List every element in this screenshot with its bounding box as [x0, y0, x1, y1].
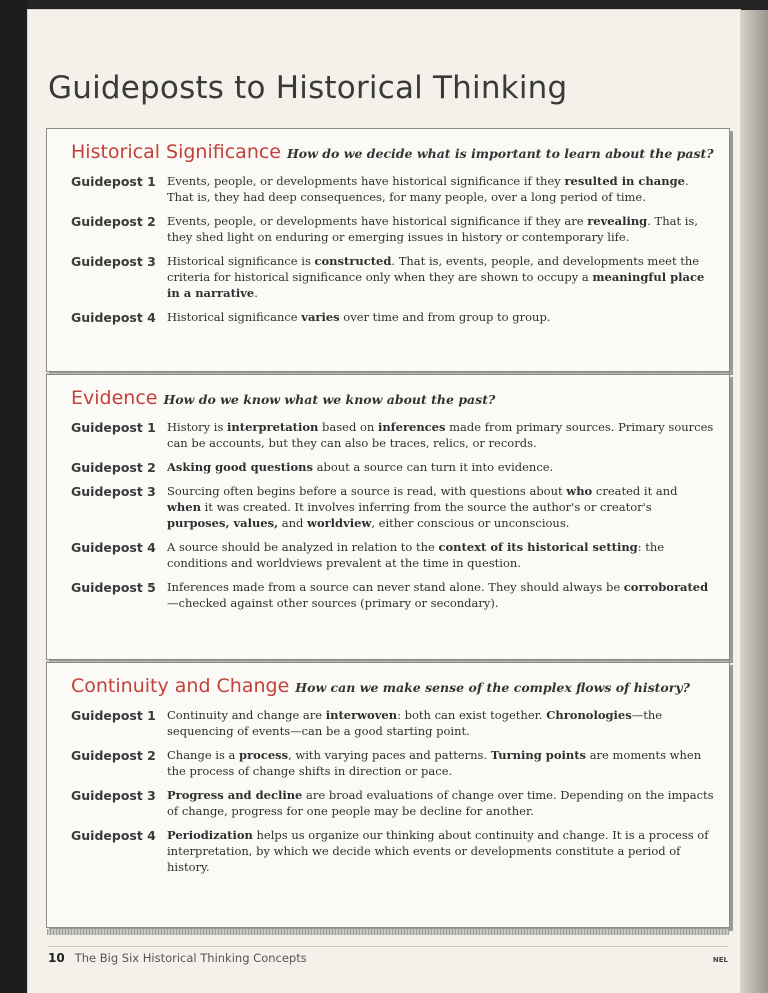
guidepost-row [71, 827, 715, 875]
guidepost-row [71, 483, 715, 531]
text-run: based on [318, 420, 378, 434]
key-term: inferences [377, 420, 446, 434]
text-run: are moments when the process of change shifts in direction or pace. [167, 748, 702, 778]
text-run: Sourcing often begins before a source is read, with questions about [167, 484, 567, 498]
guidepost-row [71, 539, 715, 571]
text-run: helps us organize our thinking about continuity and change. It is a process of interpretation, by which we decide which events or developments constitute a period of history. [167, 828, 709, 874]
text-run: over time and from group to group. [339, 310, 551, 324]
key-term: worldview [307, 516, 372, 530]
text-run: it was created. It involves inferring from the source the author's or creator's [200, 500, 652, 514]
guidepost-row [71, 579, 715, 611]
key-term: when [167, 500, 201, 514]
section-header [71, 387, 715, 409]
guidepost-text [167, 539, 715, 571]
text-run: , either conscious or unconscious. [371, 516, 570, 530]
key-term: Periodization [167, 828, 253, 842]
section-title: Continuity and Change [71, 675, 290, 697]
key-term: Progress and decline [167, 788, 303, 802]
key-term: who [566, 484, 593, 498]
key-term: interwoven [325, 708, 398, 722]
scan-left-border [0, 0, 28, 993]
guidepost-label: Guidepost 5 [71, 580, 156, 595]
key-term: revealing [587, 214, 648, 228]
guidepost-text [167, 787, 715, 819]
text-run: —checked against other sources (primary or secondary). [167, 596, 499, 610]
text-run: Historical significance [167, 310, 302, 324]
guidepost-text [167, 213, 715, 245]
text-run: —the sequencing of events—can be a good starting point. [167, 708, 663, 738]
key-term: varies [301, 310, 340, 324]
section-title: Evidence [71, 387, 158, 409]
text-run: . That is, events, people, and developments meet the criteria for historical significance only when they are shown to occupy a [167, 254, 700, 284]
section-question: How do we decide what is important to learn about the past? [287, 146, 714, 161]
text-run: and [278, 516, 308, 530]
key-term: Turning points [490, 748, 587, 762]
text-run: Inferences made from a source can never stand alone. They should always be [167, 580, 624, 594]
key-term: process [239, 748, 289, 762]
key-term: Chronologies [546, 708, 632, 722]
page-title: Guideposts to Historical Thinking [48, 70, 568, 106]
guidepost-text [167, 173, 715, 205]
guidepost-row [71, 419, 715, 451]
page-footer [48, 946, 728, 965]
text-run: . That is, they had deep consequences, for many people, over a long period of time. [167, 174, 689, 204]
text-run: about a source can turn it into evidence. [312, 460, 554, 474]
key-term: corroborated [623, 580, 709, 594]
section-question: How can we make sense of the complex flows of history? [295, 680, 690, 695]
publisher-mark: NEL [712, 956, 728, 964]
section-evidence [46, 374, 730, 660]
guidepost-label: Guidepost 3 [71, 254, 156, 269]
key-term: Asking good questions [167, 460, 313, 474]
section-header [71, 141, 715, 163]
section-question: How do we know what we know about the past? [163, 392, 496, 407]
text-run: created it and [592, 484, 678, 498]
text-run: . That is, they shed light on enduring or emerging issues in history or contemporary life. [167, 214, 698, 244]
guidepost-label: Guidepost 3 [71, 484, 156, 499]
text-run: are broad evaluations of change over time. Depending on the impacts of change, progress for one people may be decline for another. [167, 788, 714, 818]
guidepost-text [167, 309, 715, 325]
guidepost-row [71, 253, 715, 301]
guidepost-label: Guidepost 4 [71, 310, 156, 325]
section-title: Historical Significance [71, 141, 281, 163]
text-run: : both can exist together. [397, 708, 547, 722]
guidepost-label: Guidepost 3 [71, 788, 156, 803]
text-run: Continuity and change are [167, 708, 326, 722]
guidepost-label: Guidepost 2 [71, 460, 156, 475]
text-run: Historical significance is [167, 254, 315, 268]
section-continuity-and-change [46, 662, 730, 928]
key-term: resulted in change [564, 174, 685, 188]
guidepost-label: Guidepost 1 [71, 708, 156, 723]
guidepost-row [71, 787, 715, 819]
text-run: Events, people, or developments have historical significance if they [167, 174, 565, 188]
guidepost-text [167, 483, 715, 531]
guidepost-label: Guidepost 2 [71, 748, 156, 763]
key-term: context of its historical setting [438, 540, 638, 554]
guidepost-row [71, 309, 715, 325]
key-term: purposes, values, [167, 516, 279, 530]
text-run: . [254, 286, 258, 300]
guidepost-row [71, 459, 715, 475]
guidepost-text [167, 747, 715, 779]
guidepost-text [167, 459, 715, 475]
scan-top-border [0, 0, 768, 10]
guidepost-text [167, 253, 715, 301]
guidepost-text [167, 827, 715, 875]
guidepost-label: Guidepost 1 [71, 420, 156, 435]
text-run: Change is a [167, 748, 240, 762]
key-term: constructed [314, 254, 392, 268]
guidepost-label: Guidepost 1 [71, 174, 156, 189]
guidepost-row [71, 747, 715, 779]
guidepost-row [71, 213, 715, 245]
section-header [71, 675, 715, 697]
page-binding-edge [740, 10, 768, 993]
page-number: 10 [48, 951, 65, 965]
guidepost-text [167, 707, 715, 739]
guidepost-label: Guidepost 2 [71, 214, 156, 229]
text-run: A source should be analyzed in relation to the [167, 540, 439, 554]
guidepost-text [167, 419, 715, 451]
text-run: Events, people, or developments have historical significance if they are [167, 214, 588, 228]
text-run: History is [167, 420, 228, 434]
guidepost-row [71, 707, 715, 739]
text-run: , with varying paces and patterns. [288, 748, 491, 762]
text-run: made from primary sources. Primary sources can be accounts, but they can also be traces, relics, or records. [167, 420, 714, 450]
section-historical-significance [46, 128, 730, 372]
key-term: meaningful place in a narrative [167, 270, 705, 300]
key-term: interpretation [227, 420, 319, 434]
book-title: The Big Six Historical Thinking Concepts [74, 951, 307, 965]
guidepost-label: Guidepost 4 [71, 540, 156, 555]
guidepost-text [167, 579, 715, 611]
guidepost-label: Guidepost 4 [71, 828, 156, 843]
text-run: : the conditions and worldviews prevalent at the time in question. [167, 540, 665, 570]
guidepost-row [71, 173, 715, 205]
